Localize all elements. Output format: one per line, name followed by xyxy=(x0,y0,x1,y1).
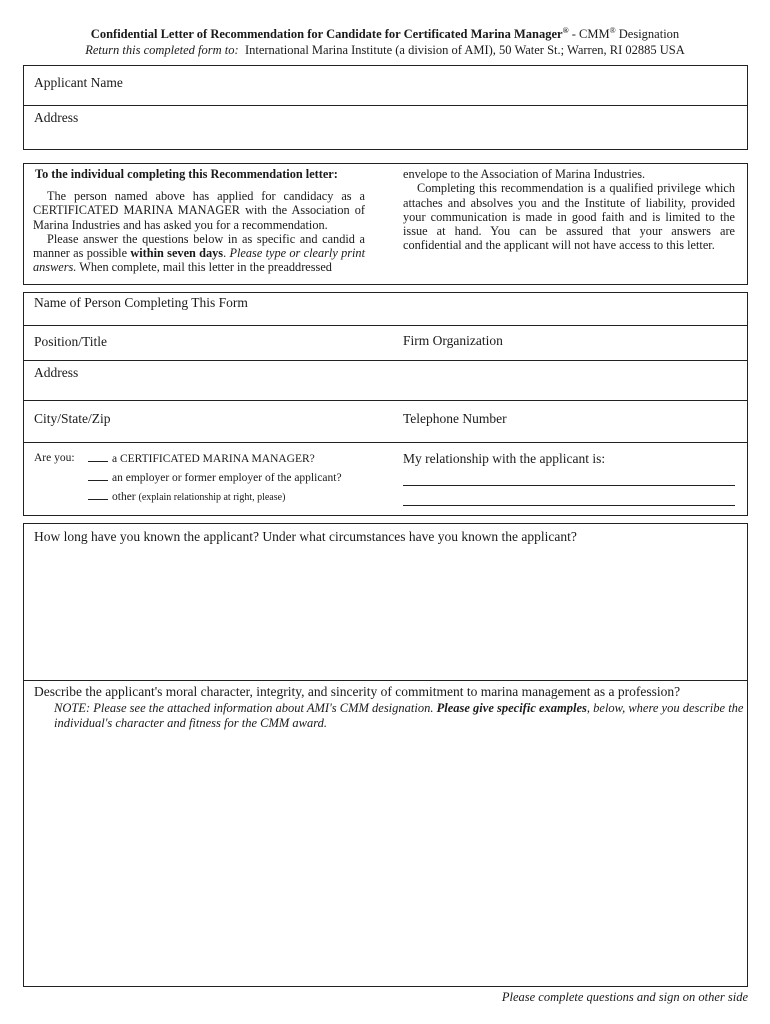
registered-mark-2: ® xyxy=(609,26,616,35)
divider xyxy=(23,360,748,361)
divider xyxy=(23,680,748,681)
firm-organization-field[interactable] xyxy=(520,330,740,356)
note-end: , below, where you describe the individual's character and fitness for the CMM award. xyxy=(54,701,744,730)
option-employer-label: an employer or former employer of the applicant? xyxy=(112,472,342,484)
relationship-line-1[interactable] xyxy=(403,485,735,486)
divider xyxy=(23,325,748,326)
option-other-label: other xyxy=(112,491,136,503)
instructions-p1: The person named above has applied for candidacy as a CERTIFICATED MARINA MANAGER with the Association of Marina Industries and has asked you for a recommendation. xyxy=(33,189,365,232)
completer-address-field[interactable] xyxy=(110,364,740,396)
checkbox-blank[interactable] xyxy=(88,452,108,462)
position-title-label: Position/Title xyxy=(34,334,108,349)
city-state-zip-field[interactable] xyxy=(140,405,390,437)
option-other-note: (explain relationship at right, please) xyxy=(138,492,286,503)
title-sep: - CMM xyxy=(568,27,610,42)
answer-known-applicant[interactable] xyxy=(30,550,740,675)
divider xyxy=(23,442,748,443)
return-prefix: Return this completed form to: xyxy=(85,43,239,57)
instructions-col2-line1: envelope to the Association of Marina Industries. xyxy=(403,167,646,181)
instructions-p2-italic: Please type or clearly print answers. xyxy=(33,246,366,275)
instructions-col1 xyxy=(33,189,365,275)
checkbox-blank[interactable] xyxy=(88,471,108,481)
note-bold: Please give specific examples xyxy=(436,701,587,715)
applicant-name-label: Applicant Name xyxy=(34,75,123,90)
return-address: International Marina Institute (a division of AMI), 50 Water St.; Warren, RI 02885 USA xyxy=(244,43,685,57)
telephone-field[interactable] xyxy=(525,405,740,437)
answer-moral-character[interactable] xyxy=(30,740,740,980)
option-other[interactable] xyxy=(88,490,285,503)
option-cmm[interactable] xyxy=(88,452,315,465)
question-known-applicant: How long have you known the applicant? Under what circumstances have you known the applicant? xyxy=(34,529,577,544)
applicant-name-field[interactable] xyxy=(170,70,740,102)
divider xyxy=(23,400,748,401)
title-main: Confidential Letter of Recommendation for Candidate for Certificated Marina Manager xyxy=(90,27,563,42)
note-specific-examples xyxy=(54,701,744,731)
city-state-zip-label: City/State/Zip xyxy=(34,411,111,426)
relationship-label: My relationship with the applicant is: xyxy=(403,451,606,466)
checkbox-blank[interactable] xyxy=(88,490,108,500)
divider xyxy=(23,105,748,106)
applicant-address-field[interactable] xyxy=(110,108,740,146)
completer-name-field[interactable] xyxy=(270,296,740,322)
completer-name-label: Name of Person Completing This Form xyxy=(34,295,248,310)
relationship-line-2[interactable] xyxy=(403,505,735,506)
position-title-field[interactable] xyxy=(130,330,390,356)
telephone-label: Telephone Number xyxy=(403,411,507,426)
instructions-p2-mid: . xyxy=(223,246,230,261)
question-moral-character: Describe the applicant's moral character, integrity, and sincerity of commitment to marina management as a profession? xyxy=(34,684,681,699)
footer-note: Please complete questions and sign on other side xyxy=(501,990,748,1004)
return-address-line xyxy=(0,43,770,58)
instructions-heading: To the individual completing this Recommendation letter: xyxy=(35,167,338,181)
note-start: NOTE: Please see the attached information about AMI's CMM designation. xyxy=(54,701,437,715)
instructions-p2-start: Please answer the questions below in as specific and candid a manner as possible xyxy=(33,231,365,261)
instructions-col2 xyxy=(403,167,735,253)
instructions-p3: Completing this recommendation is a qualified privilege which attaches and absolves you and the Institute of liability, provided your communication is made in good faith and is limited to the issue at hand. You can be assured that your answers are confidential and the applicant will not have access to this letter. xyxy=(403,181,735,253)
instructions-p2-end: When complete, mail this letter in the preaddressed xyxy=(76,260,332,275)
instructions-p2-bold: within seven days xyxy=(130,246,224,261)
title-suffix: Designation xyxy=(615,27,680,42)
option-employer[interactable] xyxy=(88,471,342,484)
option-cmm-label: a CERTIFICATED MARINA MANAGER? xyxy=(112,453,315,465)
firm-organization-label: Firm Organization xyxy=(403,333,503,348)
registered-mark: ® xyxy=(562,26,569,35)
are-you-label: Are you: xyxy=(34,452,75,464)
form-title xyxy=(0,26,770,42)
applicant-address-label: Address xyxy=(34,110,79,125)
completer-address-label: Address xyxy=(34,365,79,380)
